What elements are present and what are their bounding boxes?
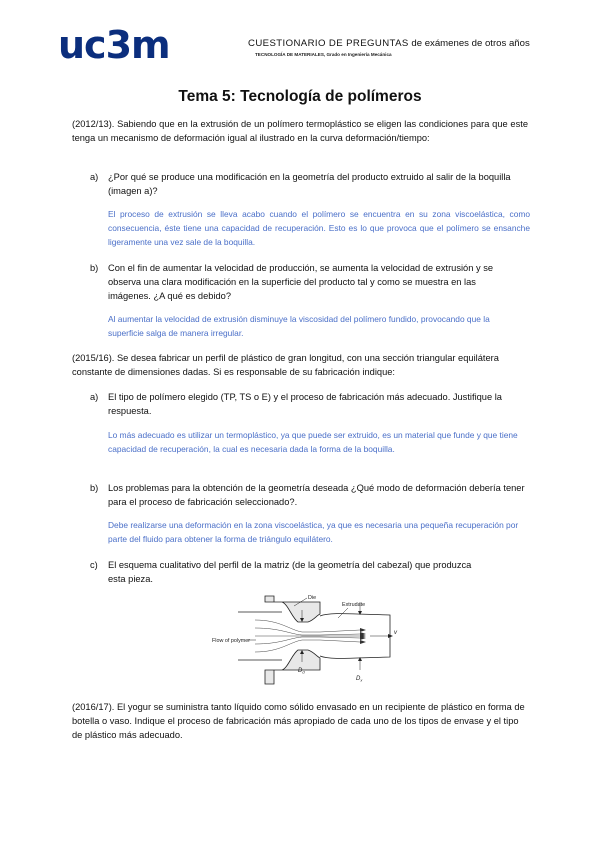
question-2015-c-label: c) xyxy=(90,560,98,570)
question-2015-b-text: Los problemas para la obtención de la geometría deseada ¿Qué modo de deformación debería tener para el proceso de fabricación seleccionado?. xyxy=(108,483,525,507)
question-2012-a-answer: El proceso de extrusión se lleva acabo cuando el polímero se encuentra en su zona viscoelástica, como consecuencia, éste tiene una capacidad de recuperación. Esto es lo que provoca que el polímero se ensanche ligeramente una vez sale de la boquilla. xyxy=(108,209,530,247)
question-2012-intro: (2012/13). Sabiendo que en la extrusión de un polímero termoplástico se eligen las condiciones para que este tenga un mecanismo de deformación igual al ilustrado en la curva deformación/tiempo: xyxy=(72,119,528,143)
header-title-main: CUESTIONARIO DE PREGUNTAS xyxy=(248,38,409,49)
question-2012-b-answer: Al aumentar la velocidad de extrusión disminuye la viscosidad del polímero fundido, provocando que la superficie salga de manera irregular. xyxy=(108,314,490,338)
header-title xyxy=(248,38,530,49)
extrudate-label: Extrudate xyxy=(342,602,366,608)
question-2015-c-text: El esquema cualitativo del perfil de la matriz (de la geometría del cabezal) que produzca esta pieza. xyxy=(108,560,472,584)
header-subtitle: TECNOLOGÍA DE MATERIALES, Grado en Ingeniería Mecánica xyxy=(255,52,392,57)
velocity-label: v xyxy=(394,630,397,636)
question-2012-a-label: a) xyxy=(90,172,99,182)
extrusion-die-figure xyxy=(210,590,400,690)
question-2015-a-text: El tipo de polímero elegido (TP, TS o E) y el proceso de fabricación más adecuado. Justifique la respuesta. xyxy=(108,392,502,416)
die-label: Die xyxy=(308,595,317,601)
velocity-arrowhead xyxy=(388,634,393,638)
question-2012-a-text: ¿Por qué se produce una modificación en la geometría del producto extruido al salir de la boquilla (imagen a)? xyxy=(108,172,511,196)
dd-label: $D_d$ xyxy=(298,668,305,675)
page-title: Tema 5: Tecnología de polímeros xyxy=(178,88,422,105)
extrudate-label-leader xyxy=(338,608,348,618)
question-2012-b-label: b) xyxy=(90,263,99,273)
uc3m-logo: uc3m xyxy=(58,23,170,67)
flow-lines xyxy=(255,620,360,652)
flow-arrows xyxy=(360,628,366,644)
flow-label: Flow of polymer xyxy=(212,638,251,644)
question-2015-a-label: a) xyxy=(90,392,99,402)
question-2016-intro: (2016/17). El yogur se suministra tanto líquido como sólido envasado en un recipiente de plástico en forma de botella o vaso. Indique el proceso de fabricación más apropiado de cada uno de los tipos de envase y el tipo de plástico más adecuado. xyxy=(72,702,525,740)
question-2015-b-label: b) xyxy=(90,483,99,493)
question-2015-a-answer: Lo más adecuado es utilizar un termoplástico, ya que puede ser extruido, es un material que funde y que tiene capacidad de recuperación, la cual es necesaria dada la forma de la boquilla. xyxy=(108,430,518,454)
die-bottom-block xyxy=(265,650,320,684)
question-2012-b-text: Con el fin de aumentar la velocidad de producción, se aumenta la velocidad de extrusión y se observa una clara modificación en la superficie del producto tal y como se muestra en las imágenes. ¿A qué es debido? xyxy=(108,263,494,301)
question-2015-intro: (2015/16). Se desea fabricar un perfil de plástico de gran longitud, con una sección triangular equilátera constante de dimensiones dadas. Si es responsable de su fabricación indique: xyxy=(72,353,499,377)
header-title-rest: de exámenes de otros años xyxy=(408,38,530,49)
question-2015-b-answer: Debe realizarse una deformación en la zona viscoelástica, ya que es necesaria una pequeña recuperación por parte del fluido para obtener la forma de triángulo equilátero. xyxy=(108,520,519,544)
dx-label: $D_x$ xyxy=(356,676,363,683)
